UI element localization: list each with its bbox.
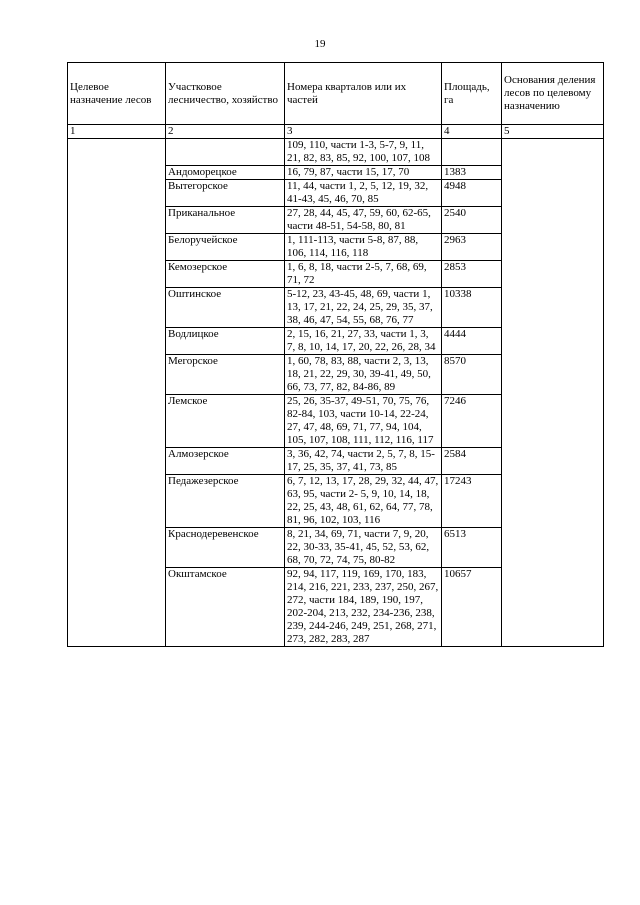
header-basis: Основания деления лесов по целевому назначению: [502, 63, 604, 125]
quarter-numbers: 3, 36, 42, 74, части 2, 5, 7, 8, 15-17, 25, 35, 37, 41, 73, 85: [285, 448, 442, 475]
quarters-cell: 109, 110, части 1-3, 5-7, 9, 11, 21, 82, 83, 85, 92, 100, 107, 108: [285, 139, 442, 166]
quarter-numbers: 11, 44, части 1, 2, 5, 12, 19, 32, 41-43, 45, 46, 70, 85: [285, 180, 442, 207]
quarter-numbers: 16, 79, 87, части 15, 17, 70: [285, 166, 442, 180]
quarter-numbers: 25, 26, 35-37, 49-51, 70, 75, 76, 82-84, 103, части 10-14, 22-24, 27, 47, 48, 69, 71, 77, 94, 104, 105, 107, 108, 111, 112, 116, 117: [285, 395, 442, 448]
forestry-name: Педажезерское: [166, 475, 285, 528]
purpose-cell: [68, 139, 166, 647]
quarter-numbers: 5-12, 23, 43-45, 48, 69, части 1, 13, 17, 21, 22, 24, 25, 29, 35, 37, 38, 46, 47, 54, 55, 68, 76, 77: [285, 288, 442, 328]
column-number: 3: [285, 125, 442, 139]
header-quarters: Номера кварталов или их частей: [285, 63, 442, 125]
area-value: 8570: [442, 355, 502, 395]
page-number: 19: [314, 38, 326, 50]
header-forestry: Участковое лесничество, хозяйство: [166, 63, 285, 125]
quarter-numbers: 1, 111-113, части 5-8, 87, 88, 106, 114, 116, 118: [285, 234, 442, 261]
forestry-cell: [166, 139, 285, 166]
area-value: 2963: [442, 234, 502, 261]
forest-purpose-table: [67, 62, 604, 647]
forestry-name: Водлицкое: [166, 328, 285, 355]
area-value: 1383: [442, 166, 502, 180]
area-value: 2540: [442, 207, 502, 234]
forestry-name: Вытегорское: [166, 180, 285, 207]
column-number: 4: [442, 125, 502, 139]
area-value: 2853: [442, 261, 502, 288]
quarter-numbers: 1, 6, 8, 18, части 2-5, 7, 68, 69, 71, 72: [285, 261, 442, 288]
basis-cell: [502, 139, 604, 647]
quarter-numbers: 6, 7, 12, 13, 17, 28, 29, 32, 44, 47, 63, 95, части 2- 5, 9, 10, 14, 18, 22, 25, 43, 48, 61, 62, 64, 77, 78, 81, 96, 102, 103, 116: [285, 475, 442, 528]
forestry-name: Окштамское: [166, 568, 285, 647]
forestry-name: Алмозерское: [166, 448, 285, 475]
header-area: Площадь, га: [442, 63, 502, 125]
quarter-numbers: 27, 28, 44, 45, 47, 59, 60, 62-65, части 48-51, 54-58, 80, 81: [285, 207, 442, 234]
area-value: 4444: [442, 328, 502, 355]
quarter-numbers: 2, 15, 16, 21, 27, 33, части 1, 3, 7, 8, 10, 14, 17, 20, 22, 26, 28, 34: [285, 328, 442, 355]
column-number: 2: [166, 125, 285, 139]
area-value: 10338: [442, 288, 502, 328]
forestry-name: Мегорское: [166, 355, 285, 395]
continuation-row: [68, 139, 604, 166]
area-value: 2584: [442, 448, 502, 475]
forestry-name: Кемозерское: [166, 261, 285, 288]
quarter-numbers: 8, 21, 34, 69, 71, части 7, 9, 20, 22, 30-33, 35-41, 45, 52, 53, 62, 68, 70, 72, 74, 75, 80-82: [285, 528, 442, 568]
quarter-numbers: 92, 94, 117, 119, 169, 170, 183, 214, 216, 221, 233, 237, 250, 267, 272, части 184, 189, 190, 197, 202-204, 213, 232, 234-236, 238, 239, 244-246, 249, 251, 268, 271, 273, 282, 283, 287: [285, 568, 442, 647]
quarter-numbers: 1, 60, 78, 83, 88, части 2, 3, 13, 18, 21, 22, 29, 30, 39-41, 49, 50, 66, 73, 77, 82, 84-86, 89: [285, 355, 442, 395]
forestry-name: Приканальное: [166, 207, 285, 234]
column-number-row: [68, 125, 604, 139]
forestry-name: Краснодеревенское: [166, 528, 285, 568]
table-header-row: [68, 63, 604, 125]
area-value: 4948: [442, 180, 502, 207]
column-number: 5: [502, 125, 604, 139]
forestry-name: Белоручейское: [166, 234, 285, 261]
forestry-name: Лемское: [166, 395, 285, 448]
area-value: 10657: [442, 568, 502, 647]
area-cell: [442, 139, 502, 166]
area-value: 7246: [442, 395, 502, 448]
forestry-name: Оштинское: [166, 288, 285, 328]
column-number: 1: [68, 125, 166, 139]
area-value: 17243: [442, 475, 502, 528]
forestry-name: Андоморецкое: [166, 166, 285, 180]
area-value: 6513: [442, 528, 502, 568]
header-purpose: Целевое назначение лесов: [68, 63, 166, 125]
